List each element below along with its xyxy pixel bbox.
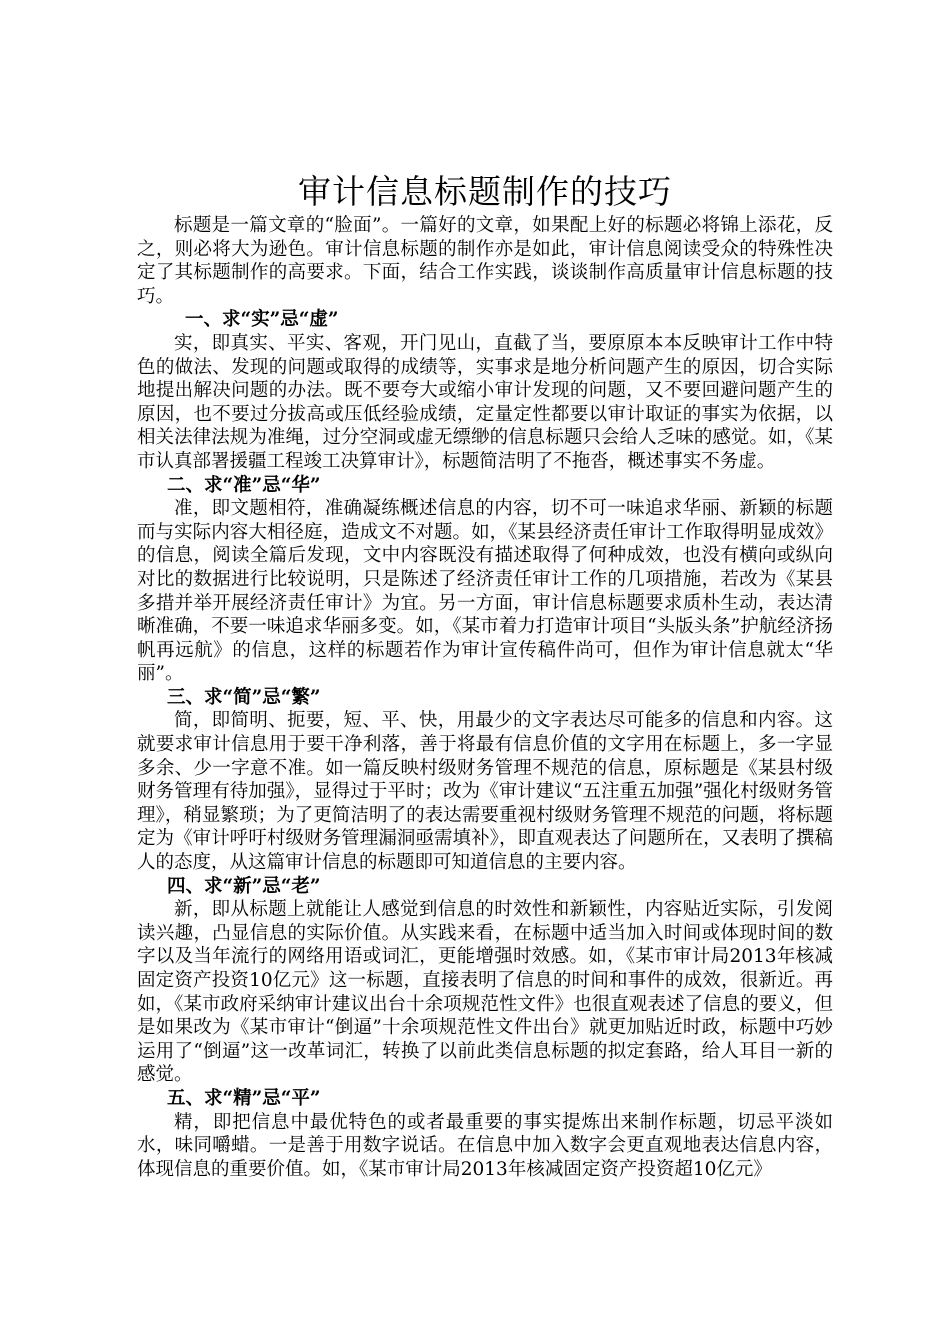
section-heading-1: 一、求“实”忌“虚” — [185, 309, 339, 331]
section-heading-3: 三、求“简”忌“繁” — [167, 686, 321, 708]
intro-paragraph: 标题是一篇文章的“脸面”。一篇好的文章，如果配上好的标题必将锦上添花，反之，则必将大为逊色。审计信息标题的制作亦是如此，审计信息阅读受众的特殊性决定了其标题制作的高要求。下面，结合工作实践，谈谈制作高质量审计信息标题的技巧。 — [137, 215, 833, 307]
section-1-paragraph: 实，即真实、平实、客观，开门见山，直截了当，要原原本本反映审计工作中特色的做法、发现的问题或取得的成绩等，实事求是地分析问题产生的原因，切合实际地提出解决问题的办法。既不要夸大或缩小审计发现的问题，又不要回避问题产生的原因，也不要过分拔高或压低经验成绩，定量定性都要以审计取证的事实为依据，以相关法律法规为准绳，过分空洞或虚无缥缈的信息标题只会给人乏味的感觉。如，《某市认真部署援疆工程竣工决算审计》，标题简洁明了不拖沓，概述事实不务虚。 — [137, 332, 833, 472]
section-heading-4: 四、求“新”忌“老” — [167, 875, 321, 897]
section-3-paragraph: 简，即简明、扼要，短、平、快，用最少的文字表达尽可能多的信息和内容。这就要求审计信息用于要干净利落，善于将最有信息价值的文字用在标题上，多一字显多余、少一字意不准。如一篇反映村级财务管理不规范的信息，原标题是《某县村级财务管理有待加强》，显得过于平时；改为《审计建议“五注重五加强”强化村级财务管理》，稍显繁琐；为了更简洁明了的表达需要重视村级财务管理不规范的问题，将标题定为《审计呼吁村级财务管理漏洞亟需填补》，即直观表达了问题所在，又表明了撰稿人的态度，从这篇审计信息的标题即可知道信息的主要内容。 — [137, 710, 833, 874]
section-2-paragraph: 准，即文题相符，准确凝练概述信息的内容，切不可一味追求华丽、新颖的标题而与实际内容大相径庭，造成文不对题。如，《某县经济责任审计工作取得明显成效》的信息，阅读全篇后发现，文中内容既没有描述取得了何种成效，也没有横向或纵向对比的数据进行比较说明，只是陈述了经济责任审计工作的几项措施，若改为《某县多措并举开展经济责任审计》为宜。另一方面，审计信息标题要求质朴生动，表达清晰准确，不要一味追求华丽多变。如，《某市着力打造审计项目“头版头条”护航经济扬帆再远航》的信息，这样的标题若作为审计宣传稿件尚可，但作为审计信息就太“华丽”。 — [137, 498, 833, 685]
document-body — [137, 170, 833, 1181]
document-title: 审计信息标题制作的技巧 — [298, 172, 672, 211]
section-4-paragraph: 新，即从标题上就能让人感觉到信息的时效性和新颖性，内容贴近实际，引发阅读兴趣，凸显信息的实际价值。从实践来看，在标题中适当加入时间或体现时间的数字以及当年流行的网络用语或词汇，更能增强时效感。如，《某市审计局2013年核减固定资产投资10亿元》这一标题，直接表明了信息的时间和事件的成效，很新近。再如，《某市政府采纳审计建议出台十余项规范性文件》也很直观表述了信息的要义，但是如果改为《某市审计“倒逼”十余项规范性文件出台》就更加贴近时政，标题中巧妙运用了“倒逼”这一改革词汇，转换了以前此类信息标题的拟定套路，给人耳目一新的感觉。 — [137, 899, 833, 1086]
section-5-paragraph: 精，即把信息中最优特色的或者最重要的事实提炼出来制作标题，切忌平淡如水，味同嚼蜡。一是善于用数字说话。在信息中加入数字会更直观地表达信息内容，体现信息的重要价值。如，《某市审计局2013年核减固定资产投资超10亿元》 — [137, 1111, 833, 1180]
section-heading-2: 二、求“准”忌“华” — [167, 474, 321, 496]
section-heading-5: 五、求“精”忌“平” — [167, 1087, 321, 1109]
